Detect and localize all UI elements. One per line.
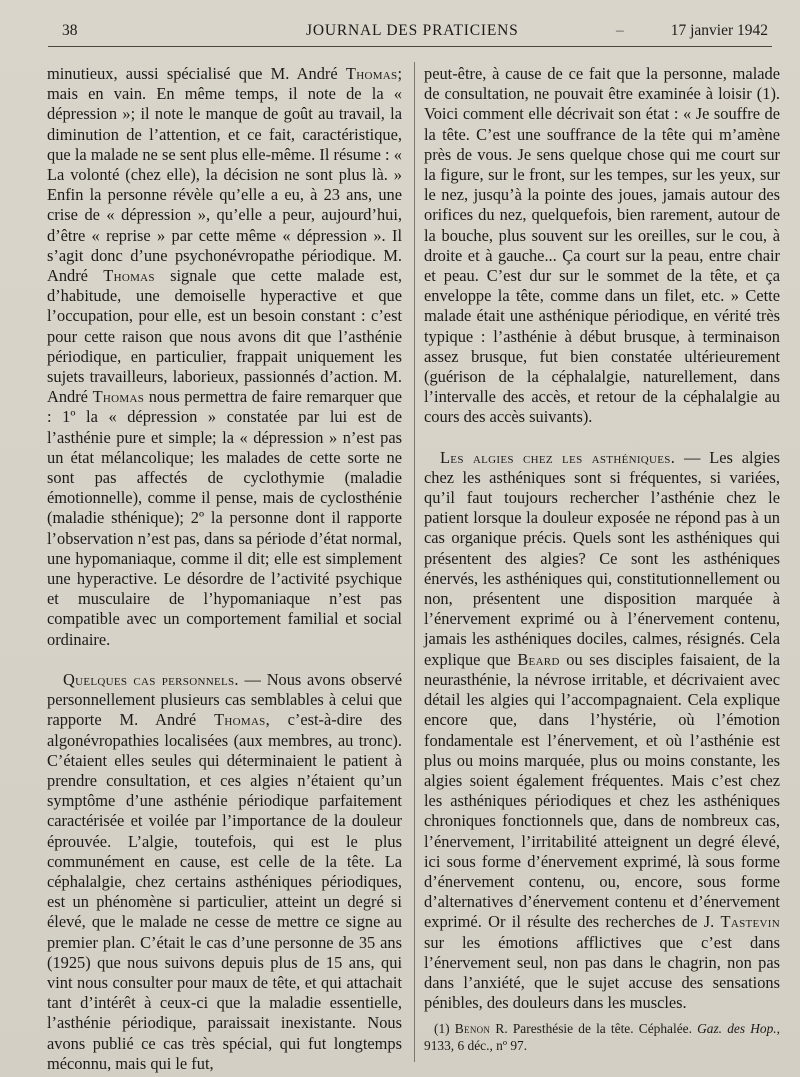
text-run: , c’est-à-dire des algonévropathies localisées (aux membres, au tronc). C’étaient elles seules qui déterminaient le patient à prendre consultation, et ces algies n’étaient qu’un symptôme d’une asthénie périodique parfaitement caractérisée et voilée par l’importance de la douleur éprouvée. L’algie, toutefois, qui est le plus communément en cause, est celle de la tête. La céphalalgie, chez certains asthéniques périodiques, est un phénomène si particulier, atteint un degré si élevé, que le malade ne cesse de mettre ce signe au premier plan. C’était le cas d’une personne de 35 ans (1925) que nous suivons depuis plus de 15 ans, qui vint nous consulter pour maux de tête, et qui attachait tant d’intérêt à ceux-ci que la maladie essentielle, l’asthénie périodique, paraissait inexistante. Nous avons publié ce cas très spécial, qui fut longtemps méconnu, mais qui le fut, (47, 710, 402, 1073)
text-run: — Nous avons observé personnellement plusieurs cas semblables à celui que rapporte M. André (47, 669, 402, 730)
header-rule (48, 46, 772, 47)
left-paragraph-1 (47, 64, 402, 650)
author-name-thomas: Thomas (214, 710, 266, 730)
footnote-author: Benon (454, 1021, 491, 1036)
text-run: signale que cette malade est, d’habitude, une demoiselle hyperactive et que l’occupation, pour elle, est un besoin constant : c’est pour cette raison que nous avons dit que l’asthénie périodique, en particulier, frappait uniquement les sujets travailleurs, laborieux, passionnés d’action. M. André (47, 266, 402, 407)
footnote-text: R. Paresthésie de la tête. Céphalée. (490, 1021, 698, 1036)
text-run: ; mais en vain. En même temps, il note de la « dépression »; il note le manque de goût au travail, la diminution de l’attention, et ce fait, caractéristique, que la malade ne se sent plus elle-même. Il résume : « La volonté (chez elle), la décision ne sont plus là. » Enfin la personne révèle qu’elle a eu, à 23 ans, une crise de « dépression », qu’elle a peur, aujourd’hui, d’être « reprise » par cette même « dépression ». Il s’agit donc d’une psychonévropathe périodique. M. André (47, 64, 402, 286)
issue-date: 17 janvier 1942 (670, 22, 768, 39)
footnote-journal: Gaz. des Hop. (697, 1021, 777, 1036)
section-heading: Quelques cas personnels. (63, 669, 239, 689)
author-name-thomas: Thomas (103, 266, 155, 286)
text-run: nous permettra de faire remarquer que : 1º la « dépression » constatée par lui est de l’asthénie pure et simple; la « dépression » n’est pas un état mélancolique; les malades de cette sorte ne sont pas affectés de cyclothymie (maladie émotionnelle), comme il pense, mais de cyclosthénie (maladie sthénique); 2º la personne dont il rapporte l’observation n’est pas, dans sa période d’état normal, une hypomaniaque, comme il dit; elle est simplement une hyperactive. Le désordre de l’activité psychique et musculaire de l’hypomaniaque n’est pas compatible avec un comportement familial et social ordinaire. (47, 387, 403, 649)
right-paragraph-1: peut-être, à cause de ce fait que la personne, malade de consultation, ne pouvait être examinée à loisir (1). Voici comment elle décrivait son état : « Je souffre de la tête. C’est une souffrance de la tête qui m’amène près de vous. Je sens quelque chose qui me court sur la figure, sur le front, sur les tempes, sur les yeux, sur le nez, jusqu’à la pointe des joues, jamais autour des orifices du nez, quelquefois, bien rarement, autour de la bouche, plus souvent sur les oreilles, sur le cou, à droite et à gauche... Ça court sur la peau, entre chair et peau. C’est dur sur le sommet de la tête, et ça enveloppe la tête, comme dans un filet, etc. » Cette malade était une asthénique périodique, en vérité très typique : l’asthénie à début brusque, à terminaison assez brusque, fut bien constatée ultérieurement (guérison de la céphalalgie, naturellement, dans l’intervalle des accès, et retour de la céphalalgie au cours des accès suivants). (424, 64, 780, 427)
left-paragraph-2 (47, 670, 402, 1074)
section-heading: Les algies chez les asthéniques. (440, 447, 676, 467)
page-number: 38 (62, 22, 78, 39)
author-name-thomas: Thomas (345, 64, 398, 83)
page-header (62, 22, 770, 46)
text-run: sur les émotions afflictives que c’est dans l’énervement seul, non pas dans le chagrin, non pas dans l’anxiété, que le sujet accuse des sensations pénibles, des douleurs dans les muscles. (424, 932, 780, 1013)
text-run: — Les algies chez les asthéniques sont si fréquentes, si variées, qu’il faut toujours rechercher l’asthénie chez le patient lorsque la douleur exposée ne répond pas à un cas organique précis. Quels sont les asthéniques qui présentent des algies? Ce sont les asthéniques énervés, les asthéniques qui, constitutionnellement ou non, présentent une disposition marquée à l’énervement exprimé ou à l’énervement contenu, jamais les asthéniques dociles, calmes, résignés. Cela explique que (424, 447, 780, 669)
journal-title: JOURNAL DES PRATICIENS (306, 22, 519, 39)
header-dash: – (616, 22, 624, 39)
right-column (424, 64, 780, 1013)
footnote (424, 1020, 780, 1054)
left-column (47, 64, 402, 1074)
author-name-beard: Beard (517, 649, 560, 669)
author-name-tastevin: Tastevin (720, 912, 780, 932)
text-run: minutieux, aussi spécialisé que M. André (47, 64, 346, 83)
author-name-thomas: Thomas (92, 387, 145, 407)
text-run: ou ses disciples faisaient, de la neurasthénie, la névrose irritable, et décrivaient avec détail les algies qui l’accompagnaient. Cela explique encore que, dans l’hystérie, où l’émotion fondamentale est l’énervement, et où l’asthénie est plus ou moins marquée, plus ou moins constante, les algies soient également fréquentes. Mais c’est chez les asthéniques périodiques et chez les asthéniques chroniques fonctionnels que, dans de nombreux cas, l’énervement, l’irritabilité atteignent un degré élevé, ici sous forme d’énervement exprimé, là sous forme d’énervement contenu, ou, encore, sous forme d’alternatives d’énervement contenu et d’énervement exprimé. Or il résulte des recherches de J. (424, 649, 780, 932)
footnote-marker: (1) (434, 1021, 455, 1036)
footnote-text: , 9133, 6 déc., nº 97. (424, 1021, 780, 1053)
column-divider (414, 62, 415, 1062)
right-paragraph-2 (424, 448, 780, 1014)
